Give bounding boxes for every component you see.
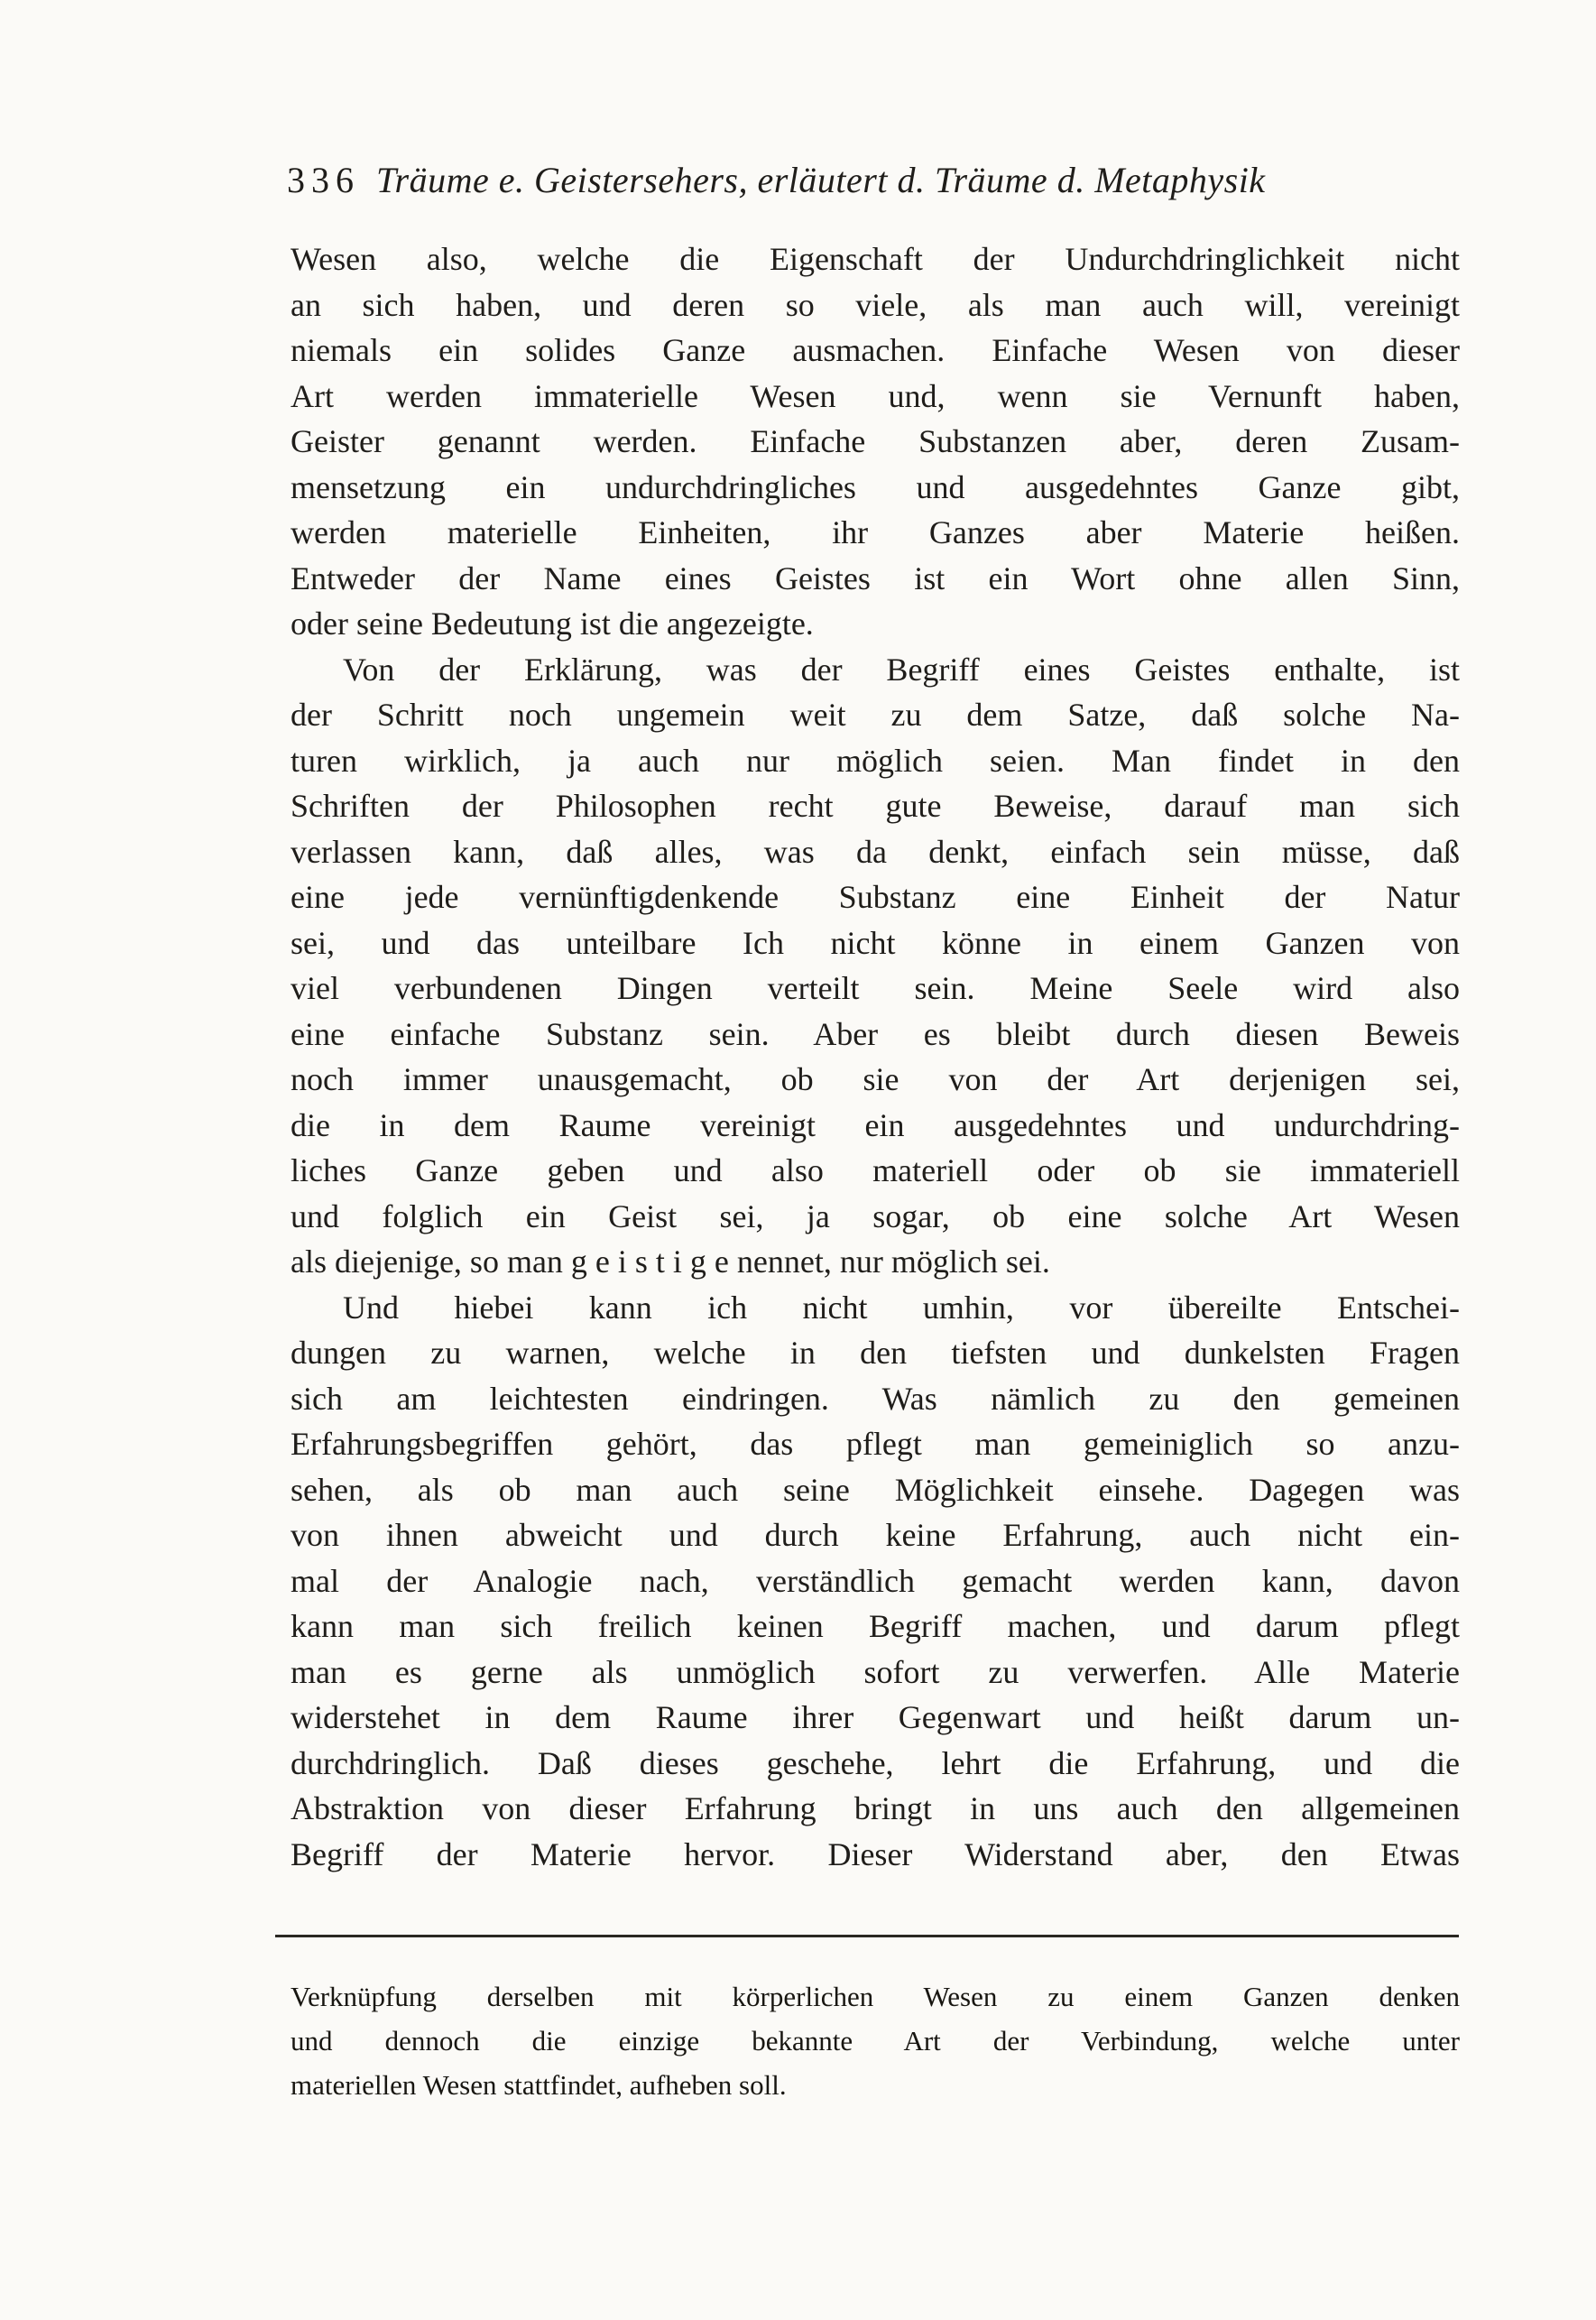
page-number: 336 bbox=[287, 160, 360, 200]
text-line: turen wirklich, ja auch nur möglich seien. Man findet in den bbox=[291, 742, 1460, 779]
text-line: noch immer unausgemacht, ob sie von der Art derjenigen sei, bbox=[291, 1061, 1460, 1097]
footnote bbox=[291, 1974, 1460, 2107]
text-line: Und hiebei kann ich nicht umhin, vor übereilte Entschei- bbox=[343, 1289, 1460, 1326]
text-line: und folglich ein Geist sei, ja sogar, ob eine solche Art Wesen bbox=[291, 1197, 1460, 1234]
text-line: sich am leichtesten eindringen. Was nämlich zu den gemeinen bbox=[291, 1380, 1460, 1417]
text-line: durchdringlich. Daß dieses geschehe, lehrt die Erfahrung, und die bbox=[291, 1744, 1460, 1781]
text-line: widerstehet in dem Raume ihrer Gegenwart und heißt darum un- bbox=[291, 1699, 1460, 1735]
text-line: an sich haben, und deren so viele, als man auch will, vereinigt bbox=[291, 286, 1460, 323]
footnote-line: Verknüpfung derselben mit körperlichen Wesen zu einem Ganzen denken bbox=[291, 1981, 1460, 2012]
text-line: oder seine Bedeutung ist die angezeigte. bbox=[291, 605, 814, 642]
text-line: die in dem Raume vereinigt ein ausgedehntes und undurchdring- bbox=[291, 1106, 1460, 1143]
footnote-line: und dennoch die einzige bekannte Art der Verbindung, welche unter bbox=[291, 2025, 1460, 2057]
paragraph bbox=[291, 236, 1460, 647]
footnote-line: materiellen Wesen stattfindet, aufheben soll. bbox=[291, 2069, 787, 2101]
text-line: Von der Erklärung, was der Begriff eines Geistes enthalte, ist bbox=[343, 651, 1460, 688]
text-line: mal der Analogie nach, verständlich gemacht werden kann, davon bbox=[291, 1562, 1460, 1599]
header-title: Träume e. Geistersehers, erläutert d. Träume d. Metaphysik bbox=[376, 160, 1266, 200]
text-line: Schriften der Philosophen recht gute Beweise, darauf man sich bbox=[291, 788, 1460, 824]
running-header bbox=[287, 159, 1460, 202]
text-line: Erfahrungsbegriffen gehört, das pflegt man gemeiniglich so anzu- bbox=[291, 1426, 1460, 1462]
text-line: sei, und das unteilbare Ich nicht könne in einem Ganzen von bbox=[291, 924, 1460, 961]
text-line: niemals ein solides Ganze ausmachen. Einfache Wesen von dieser bbox=[291, 332, 1460, 368]
text-line: Art werden immaterielle Wesen und, wenn sie Vernunft haben, bbox=[291, 377, 1460, 414]
text-line: werden materielle Einheiten, ihr Ganzes aber Materie heißen. bbox=[291, 514, 1460, 550]
text-line: Geister genannt werden. Einfache Substanzen aber, deren Zusam- bbox=[291, 423, 1460, 459]
paragraph bbox=[291, 1285, 1460, 1878]
text-line: von ihnen abweicht und durch keine Erfahrung, auch nicht ein- bbox=[291, 1517, 1460, 1553]
text-line: eine einfache Substanz sein. Aber es bleibt durch diesen Beweis bbox=[291, 1015, 1460, 1052]
text-line: Begriff der Materie hervor. Dieser Widerstand aber, den Etwas bbox=[291, 1835, 1460, 1872]
text-line: Entweder der Name eines Geistes ist ein Wort ohne allen Sinn, bbox=[291, 559, 1460, 596]
text-line: man es gerne als unmöglich sofort zu verwerfen. Alle Materie bbox=[291, 1653, 1460, 1690]
text-line: Abstraktion von dieser Erfahrung bringt in uns auch den allgemeinen bbox=[291, 1790, 1460, 1826]
text-line: liches Ganze geben und also materiell oder ob sie immateriell bbox=[291, 1152, 1460, 1188]
text-line: der Schritt noch ungemein weit zu dem Satze, daß solche Na- bbox=[291, 697, 1460, 733]
paragraph bbox=[291, 647, 1460, 1285]
text-line: mensetzung ein undurchdringliches und ausgedehntes Ganze gibt, bbox=[291, 468, 1460, 505]
footnote-rule bbox=[275, 1935, 1459, 1937]
text-line: als diejenige, so man g e i s t i g e nennet, nur möglich sei. bbox=[291, 1243, 1050, 1280]
text-line: verlassen kann, daß alles, was da denkt, einfach sein müsse, daß bbox=[291, 833, 1460, 870]
text-line: viel verbundenen Dingen verteilt sein. Meine Seele wird also bbox=[291, 970, 1460, 1006]
text-line: dungen zu warnen, welche in den tiefsten und dunkelsten Fragen bbox=[291, 1335, 1460, 1371]
text-line: sehen, als ob man auch seine Möglichkeit einsehe. Dagegen was bbox=[291, 1471, 1460, 1508]
text-line: kann man sich freilich keinen Begriff machen, und darum pflegt bbox=[291, 1608, 1460, 1644]
text-line: Wesen also, welche die Eigenschaft der Undurchdringlichkeit nicht bbox=[291, 241, 1460, 277]
body-text bbox=[291, 236, 1460, 1877]
text-line: eine jede vernünftigdenkende Substanz eine Einheit der Natur bbox=[291, 879, 1460, 915]
